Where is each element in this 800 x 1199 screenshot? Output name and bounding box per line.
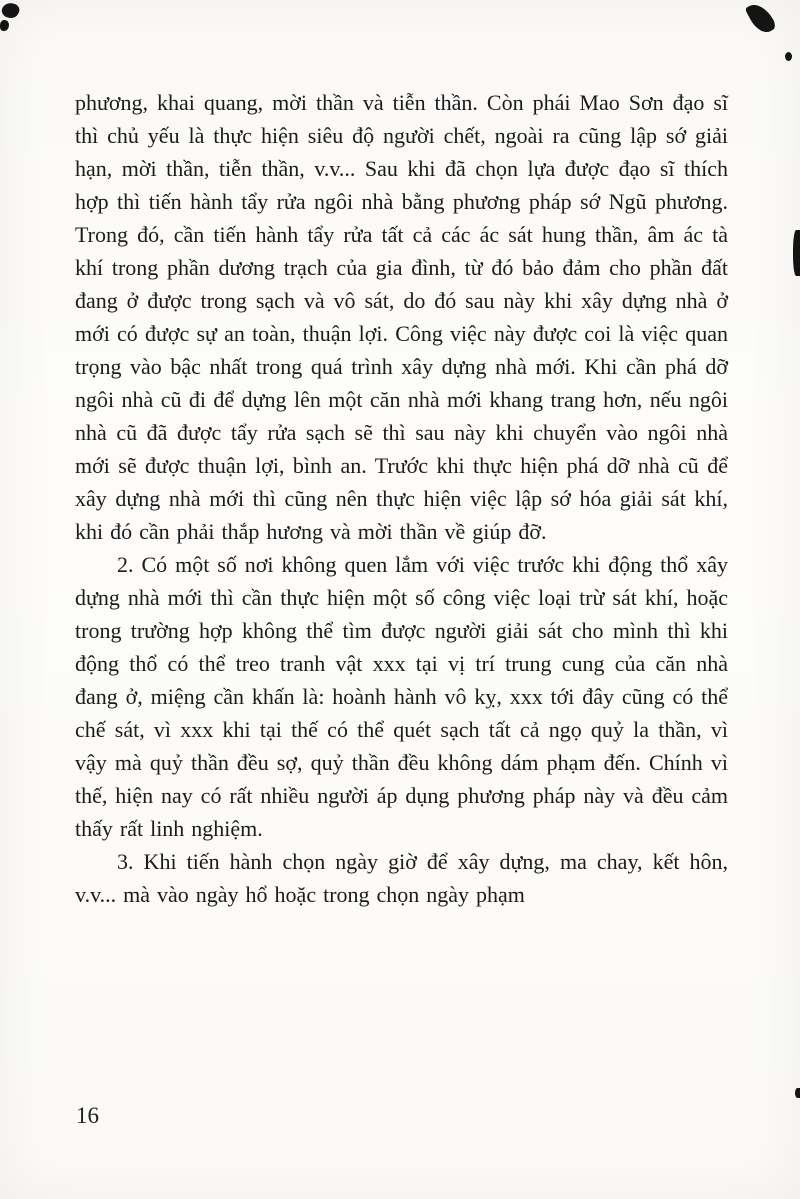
scan-artifact [785, 52, 792, 61]
page-number: 16 [76, 1103, 99, 1128]
scan-artifact [0, 1, 21, 21]
page-text-block [75, 86, 728, 911]
scan-artifact [795, 1088, 800, 1098]
paragraph-item-3: 3. Khi tiến hành chọn ngày giờ để xây dựng, ma chay, kết hôn, v.v... mà vào ngày hổ hoặc trong chọn ngày phạm [75, 849, 728, 907]
scan-artifact [793, 230, 800, 276]
scan-artifact [0, 20, 9, 31]
scan-artifact [745, 0, 778, 37]
paragraph-item-2: 2. Có một số nơi không quen lắm với việc trước khi động thổ xây dựng nhà mới thì cần thực hiện một số công việc loại trừ sát khí, hoặc trong trường hợp không thể tìm được người giải sát cho mình thì khi động thổ có thể treo tranh vật xxx tại vị trí trung cung của căn nhà đang ở, miệng cần khấn là: hoành hành vô kỵ, xxx tới đây cũng có thể chế sát, vì xxx khi tại thế có thể quét sạch tất cả ngọ quỷ la thần, vì vậy mà quỷ thần đều sợ, quỷ thần đều không dám phạm đến. Chính vì thế, hiện nay có rất nhiều người áp dụng phương pháp này và đều cảm thấy rất linh nghiệm. [75, 552, 728, 841]
paragraph-continuation: phương, khai quang, mời thần và tiễn thần. Còn phái Mao Sơn đạo sĩ thì chủ yếu là thực hiện siêu độ người chết, ngoài ra cũng lập sớ giải hạn, mời thần, tiễn thần, v.v... Sau khi đã chọn lựa được đạo sĩ thích hợp thì tiến hành tẩy rửa ngôi nhà bằng phương pháp sớ Ngũ phương. Trong đó, cần tiến hành tẩy rửa tất cả các ác sát hung thần, âm ác tà khí trong phần dương trạch của gia đình, từ đó bảo đảm cho phần đất đang ở được trong sạch và vô sát, do đó sau này khi xây dựng nhà ở mới có được sự an toàn, thuận lợi. Công việc này được coi là việc quan trọng vào bậc nhất trong quá trình xây dựng nhà mới. Khi cần phá dỡ ngôi nhà cũ đi để dựng lên một căn nhà mới khang trang hơn, nếu ngôi nhà cũ đã được tẩy rửa sạch sẽ thì sau này khi chuyển vào ngôi nhà mới sẽ được thuận lợi, bình an. Trước khi thực hiện phá dỡ nhà cũ để xây dựng nhà mới thì cũng nên thực hiện việc lập sớ hóa giải sát khí, khi đó cần phải thắp hương và mời thần về giúp đỡ. [75, 90, 728, 544]
